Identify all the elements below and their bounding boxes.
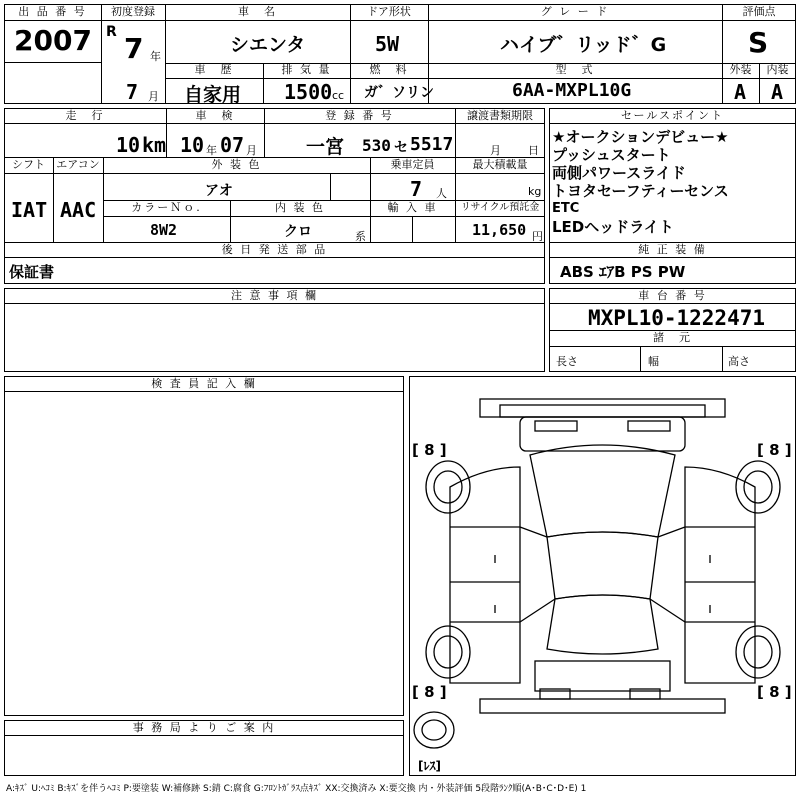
displacement-value: 1500 (284, 80, 333, 104)
reg-place: 一宮 (306, 136, 345, 158)
first-reg-year: 7 (124, 32, 144, 65)
model-code: 6AA-MXPL10G (512, 80, 632, 101)
sales-point-list (552, 128, 729, 236)
first-reg-month: 7 (126, 80, 139, 104)
office-header: 事 務 局 よ り ご 案 内 (132, 721, 276, 734)
sales-point-item: 両側パワースライド (552, 164, 686, 182)
month-unit: 月 (148, 90, 159, 103)
genuine-header: 純 正 装 備 (638, 243, 707, 256)
int-color-unit: 系 (355, 230, 366, 243)
max-load-header: 最大積載量 (472, 158, 528, 171)
model-header: 型 式 (555, 63, 595, 76)
reg-number: 5517 (410, 134, 454, 155)
recycle-unit: 円 (532, 230, 543, 243)
sales-point-item: プッシュスタート (552, 146, 671, 164)
recycle-header: リサイクル預託金 (460, 202, 540, 213)
interior-grade: A (771, 80, 784, 104)
sales-point-item: ETC (552, 201, 580, 216)
sales-point-header: セールスポイント (620, 109, 724, 122)
tire-rear-left: [ 8 ] (412, 683, 447, 701)
inspection-month-unit: 月 (246, 144, 257, 157)
exterior-header: 外装 (729, 63, 752, 76)
mileage-value: 10 (116, 133, 141, 157)
transfer-header: 譲渡書類期限 (467, 109, 533, 122)
history-header: 車 歴 (194, 63, 234, 76)
car-name-header: 車 名 (238, 5, 277, 18)
grade-header: グ レ ー ド (540, 5, 610, 18)
first-reg-header: 初度登録 (111, 5, 155, 18)
car-name: シエンタ (230, 34, 306, 56)
tire-front-right: [ 8 ] (757, 441, 792, 459)
reg-class: 530 (362, 136, 391, 155)
car-body-diagram (410, 377, 795, 775)
sales-point-item: トヨタセーフティーセンス (552, 182, 729, 200)
color-no-value: 8W2 (150, 221, 178, 239)
spare-tire-label: [ﾚｽ] (418, 759, 441, 773)
inspector-header: 検 査 員 記 入 欄 (151, 377, 257, 390)
chassis-header: 車 台 番 号 (638, 289, 707, 302)
grade-value: ハイブ゛リッド゛G (500, 34, 667, 56)
length-label: 長さ (556, 355, 578, 368)
shift-header: シフト (12, 158, 45, 171)
year-unit: 年 (150, 50, 161, 63)
damage-legend: A:ｷｽﾞ U:ﾍｺﾐ B:ｷｽﾞを伴うﾍｺﾐ P:要塗装 W:補修跡 S:錆 C:腐食 G:ﾌﾛﾝﾄｶﾞﾗｽ点ｷｽﾞ XX:交換済み X:要交換 内・外装評価 5段階ﾗﾝｸ順(A･B･C･D･E) 1 (6, 784, 587, 794)
displacement-header: 排 気 量 (281, 63, 332, 76)
door-type: 5W (375, 32, 400, 56)
vehicle-history: 自家用 (184, 84, 242, 106)
notes-header: 注 意 事 項 欄 (231, 289, 318, 302)
inspection-month: 07 (220, 133, 245, 157)
ext-color-value: アオ (205, 183, 233, 199)
car-diagram-panel (409, 376, 796, 776)
lot-no-header: 出 品 番 号 (18, 5, 87, 18)
reg-no-header: 登 録 番 号 (325, 109, 394, 122)
fuel-value: ガ゛ソリン (364, 85, 434, 101)
color-no-header: カラーＮｏ. (131, 201, 202, 214)
evaluation-score: S (748, 26, 769, 59)
capacity-unit: 人 (436, 187, 447, 200)
aircon-value: AAC (60, 198, 97, 222)
lot-number: 2007 (14, 24, 92, 57)
max-load-unit: kg (528, 185, 542, 198)
door-header: ドア形状 (367, 5, 411, 18)
later-parts-value: 保証書 (9, 263, 55, 281)
aircon-header: エアコン (56, 158, 100, 171)
sales-point-item: LEDヘッドライト (552, 218, 674, 236)
genuine-equipment: ABS ｴｱB PS PW (560, 263, 686, 281)
transfer-day-unit: 日 (528, 144, 539, 157)
exterior-grade: A (734, 80, 747, 104)
specs-header: 諸 元 (653, 331, 692, 344)
height-label: 高さ (728, 355, 750, 368)
transfer-month-unit: 月 (490, 144, 501, 157)
shift-value: IAT (11, 198, 48, 222)
inspection-header: 車 検 (195, 109, 235, 122)
import-header: 輸 入 車 (387, 201, 438, 214)
later-parts-header: 後 日 発 送 部 品 (221, 243, 328, 256)
score-header: 評価点 (742, 5, 776, 18)
inspection-year-unit: 年 (206, 144, 217, 157)
inspection-year: 10 (180, 133, 205, 157)
int-color-value: クロ (284, 224, 312, 240)
capacity-header: 乗車定員 (390, 158, 435, 171)
int-color-header: 内 装 色 (275, 201, 325, 214)
tire-front-left: [ 8 ] (412, 441, 447, 459)
mileage-unit: km (142, 133, 167, 157)
fuel-header: 燃 料 (369, 63, 409, 76)
reg-kana: セ (394, 140, 408, 156)
width-label: 幅 (648, 355, 659, 368)
ext-color-header: 外 装 色 (211, 158, 262, 171)
mileage-header: 走 行 (65, 109, 105, 122)
sales-point-item: ★オークションデビュー★ (552, 128, 729, 146)
tire-rear-right: [ 8 ] (757, 683, 792, 701)
chassis-number: MXPL10-1222471 (588, 306, 766, 330)
era-label: R (106, 24, 117, 40)
interior-header: 内装 (766, 63, 789, 76)
inspector-block (4, 376, 404, 716)
cc-unit: cc (332, 89, 345, 102)
recycle-value: 11,650 (472, 221, 527, 239)
capacity-value: 7 (410, 177, 423, 201)
